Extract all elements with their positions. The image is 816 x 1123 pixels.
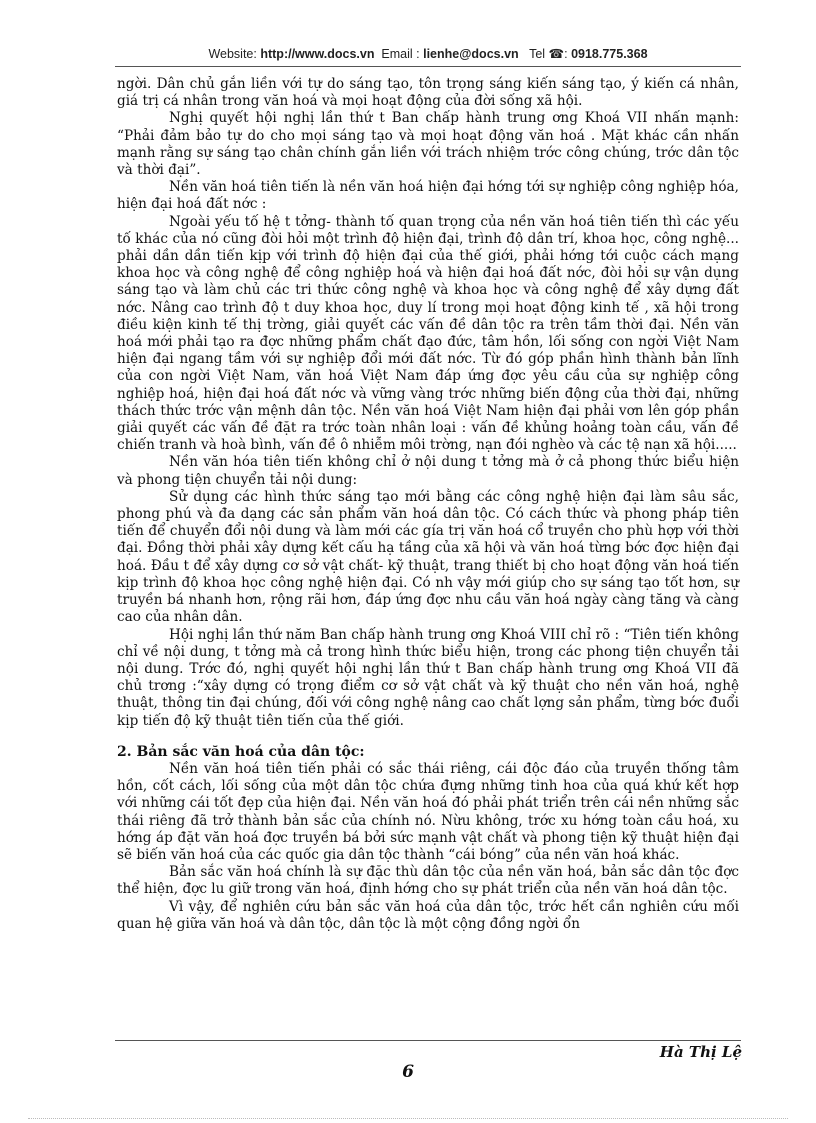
email-label: Email : <box>381 47 420 61</box>
paragraph: Ngoài yếu tố hệ t tởng- thành tố quan trọng của nền văn hoá tiên tiến thì các yếu tố khác của nó cũng đòi hỏi một trình độ hiện đại, trình độ dân trí, khoa học, công nghệ... phải dần dần tiến kịp với trình độ hiện đại của thế giới, phải hớng tới cuộc cách mạng khoa học và công nghệ để công nghiệp hoá và hiện đại hoá đất nớc, đòi hỏi sự vận dụng sáng tạo và làm chủ các tri thức công nghệ và khoa học và công nghệ để xây dựng đất nớc. Nâng cao trình độ t duy khoa học, duy lí trong mọi hoạt động kinh tế , xã hội trong điều kiện kinh tế thị trờng, giải quyết các vấn đề dân tộc ra trên tầm thời đại. Nền văn hoá mới phải tạo ra đợc những phẩm chất đạo đức, tâm hồn, lối sống con ngời Việt Nam hiện đại ngang tầm với sự nghiệp đổi mới đất nớc. Từ đó góp phần hình thành bản lĩnh của con ngời Việt Nam, văn hoá Việt Nam đáp ứng đợc yêu cầu của sự nghiệp công nghiệp hoá, hiện đại hoá đất nớc và vững vàng trớc những biến động của thời đại, những thách thức trớc vận mệnh dân tộc. Nền văn hoá Việt Nam hiện đại phải vơn lên góp phần giải quyết các vấn đề đặt ra trớc toàn nhân loại : vấn đề khủng hoảng toàn cầu, vấn đề chiến tranh và hoà bình, vấn đề ô nhiễm môi trờng, nạn đói nghèo và các tệ nạn xã hội..... <box>117 213 739 454</box>
paragraph: ngời. Dân chủ gắn liền với tự do sáng tạo, tôn trọng sáng kiến sáng tạo, ý kiến cá nhân, giá trị cá nhân trong văn hoá và mọi hoạt động của đời sống xã hội. <box>117 76 739 110</box>
paragraph: Nền văn hoá tiên tiến là nền văn hoá hiện đại hớng tới sự nghiệp công nghiệp hóa, hiện đại hoá đất nớc : <box>117 179 739 213</box>
document-body <box>117 76 739 933</box>
website-link[interactable]: http://www.docs.vn <box>260 47 375 61</box>
page-header <box>115 46 741 61</box>
paragraph: Vì vậy, để nghiên cứu bản sắc văn hoá của dân tộc, trớc hết cần nghiên cứu mối quan hệ giữa văn hoá và dân tộc, dân tộc là một cộng đồng ngời ổn <box>117 898 739 932</box>
footer-divider <box>115 1040 741 1041</box>
paragraph: Nền văn hóa tiên tiến không chỉ ở nội dung t tởng mà ở cả phong thức biểu hiện và phong tiện chuyển tải nội dung: <box>117 454 739 488</box>
paragraph: Nền văn hoá tiên tiến phải có sắc thái riêng, cái độc đáo của truyền thống tâm hồn, cốt cách, lối sống của một dân tộc chứa đựng những tinh hoa của quá khứ kết hợp với những cái tốt đẹp của hiện đại. Nền văn hoá đó phải phát triển trên cái nền những sắc thái riêng đã trở thành bản sắc của chính nó. Nừu không, trớc xu hớng toàn cầu hoá, xu hớng áp đặt văn hoá đợc truyền bá bởi sức mạnh vật chất và phong tiện kỹ thuật hiện đại sẽ biến văn hoá của các quốc gia dân tộc thành “cái bóng” của nền văn hoá khác. <box>117 760 739 863</box>
section-heading: 2. Bản sắc văn hoá của dân tộc: <box>117 743 365 760</box>
author-name: Hà Thị Lệ <box>659 1043 742 1061</box>
paragraph: Bản sắc văn hoá chính là sự đặc thù dân tộc của nền văn hoá, bản sắc dân tộc đợc thể hiện, đợc lu giữ trong văn hoá, định hớng cho sự phát triển của nền văn hoá dân tộc. <box>117 864 739 898</box>
email-link[interactable]: lienhe@docs.vn <box>423 47 519 61</box>
phone-label: Tel ☎: <box>529 47 568 61</box>
website-label: Website: <box>208 47 257 61</box>
paragraph: Hội nghị lần thứ năm Ban chấp hành trung ơng Khoá VIII chỉ rõ : “Tiên tiến không chỉ về nội dung, t tởng mà cả trong hình thức biểu hiện, trong các phong tiện chuyển tải nội dung. Trớc đó, nghị quyết hội nghị lần thứ t Ban chấp hành trung ơng Khoá VII đã chủ trơng :“xây dựng có trọng điểm cơ sở vật chất và kỹ thuật cho nền văn hoá, nghệ thuật, thông tin đại chúng, đối với công nghệ nâng cao chất lợng sản phẩm, từng bớc đuổi kịp tiến độ kỹ thuật tiên tiến của thế giới. <box>117 626 739 729</box>
page-number: 6 <box>402 1062 414 1082</box>
paragraph: Sử dụng các hình thức sáng tạo mới bằng các công nghệ hiện đại làm sâu sắc, phong phú và đa dạng các sản phẩm văn hoá dân tộc. Có cách thức và phong pháp tiên tiến để chuyển đổi nội dung và làm mới các gía trị văn hoá cổ truyền cho phù hợp với thời đại. Đồng thời phải xây dựng kết cấu hạ tầng của xã hội và văn hoá từng bớc đợc hiện đại hoá. Đầu t để xây dựng cơ sở vật chất- kỹ thuật, trang thiết bị cho hoạt động văn hoá tiến kịp trình độ khoa học công nghệ hiện đại. Có nh vậy mới giúp cho sự sáng tạo tốt hơn, sự truyền bá nhanh hơn, rộng rãi hơn, đáp ứng đợc nhu cầu văn hoá ngày càng tăng và càng cao của nhân dân. <box>117 488 739 626</box>
phone-number: 0918.775.368 <box>571 47 648 61</box>
paragraph: Nghị quyết hội nghị lần thứ t Ban chấp hành trung ơng Khoá VII nhấn mạnh: “Phải đảm bảo tự do cho mọi sáng tạo và mọi hoạt động văn hoá . Mặt khác cần nhấn mạnh rằng sự sáng tạo chân chính gắn liền với trách nhiệm trớc công chúng, trớc dân tộc và thời đại”. <box>117 110 739 179</box>
page-edge-dotted-line <box>28 1118 788 1119</box>
header-divider <box>115 66 741 67</box>
